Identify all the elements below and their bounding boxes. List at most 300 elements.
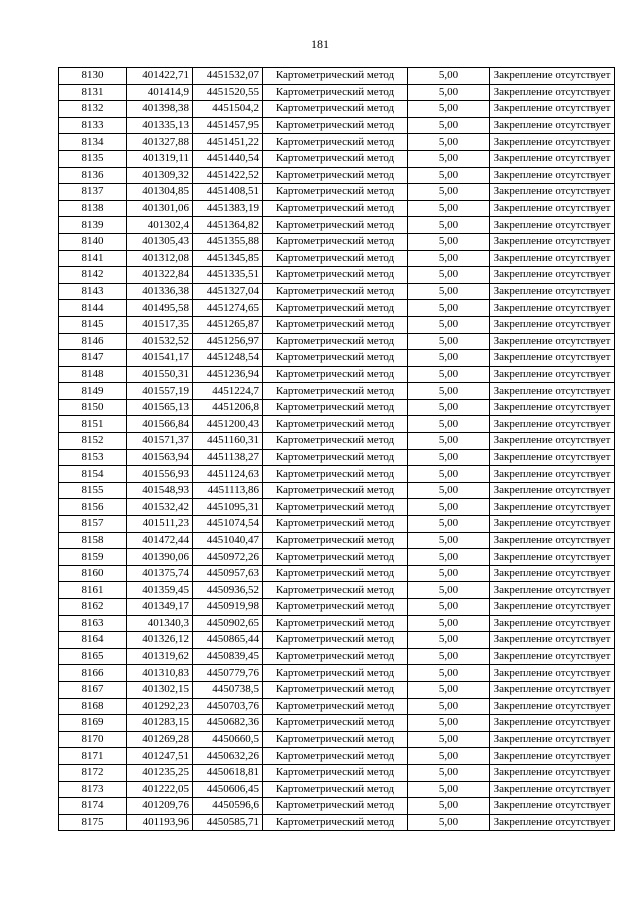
table-row (59, 532, 615, 549)
error-cell: 5,00 (408, 433, 490, 450)
x-coordinate-cell: 401398,38 (127, 101, 193, 118)
y-coordinate-cell: 4451532,07 (193, 68, 263, 85)
fixing-cell: Закрепление отсутствует (490, 167, 615, 184)
method-cell: Картометрический метод (263, 516, 408, 533)
method-cell: Картометрический метод (263, 532, 408, 549)
y-coordinate-cell: 4451236,94 (193, 366, 263, 383)
method-cell: Картометрический метод (263, 632, 408, 649)
point-number-cell: 8141 (59, 250, 127, 267)
method-cell: Картометрический метод (263, 399, 408, 416)
point-number-cell: 8162 (59, 599, 127, 616)
fixing-cell: Закрепление отсутствует (490, 599, 615, 616)
fixing-cell: Закрепление отсутствует (490, 267, 615, 284)
point-number-cell: 8163 (59, 615, 127, 632)
method-cell: Картометрический метод (263, 350, 408, 367)
y-coordinate-cell: 4451457,95 (193, 117, 263, 134)
fixing-cell: Закрепление отсутствует (490, 499, 615, 516)
y-coordinate-cell: 4451224,7 (193, 383, 263, 400)
table-row (59, 383, 615, 400)
table-row (59, 300, 615, 317)
coordinates-table (58, 67, 615, 831)
method-cell: Картометрический метод (263, 814, 408, 831)
point-number-cell: 8136 (59, 167, 127, 184)
fixing-cell: Закрепление отсутствует (490, 283, 615, 300)
error-cell: 5,00 (408, 184, 490, 201)
fixing-cell: Закрепление отсутствует (490, 68, 615, 85)
table-row (59, 283, 615, 300)
point-number-cell: 8151 (59, 416, 127, 433)
error-cell: 5,00 (408, 665, 490, 682)
fixing-cell: Закрепление отсутствует (490, 532, 615, 549)
error-cell: 5,00 (408, 715, 490, 732)
x-coordinate-cell: 401335,13 (127, 117, 193, 134)
table-row (59, 748, 615, 765)
y-coordinate-cell: 4451265,87 (193, 316, 263, 333)
error-cell: 5,00 (408, 516, 490, 533)
y-coordinate-cell: 4451504,2 (193, 101, 263, 118)
table-row (59, 615, 615, 632)
y-coordinate-cell: 4450682,36 (193, 715, 263, 732)
y-coordinate-cell: 4450596,6 (193, 798, 263, 815)
table-row (59, 449, 615, 466)
method-cell: Картометрический метод (263, 267, 408, 284)
method-cell: Картометрический метод (263, 798, 408, 815)
error-cell: 5,00 (408, 482, 490, 499)
fixing-cell: Закрепление отсутствует (490, 482, 615, 499)
x-coordinate-cell: 401557,19 (127, 383, 193, 400)
table-row (59, 350, 615, 367)
table-row (59, 184, 615, 201)
error-cell: 5,00 (408, 681, 490, 698)
x-coordinate-cell: 401359,45 (127, 582, 193, 599)
fixing-cell: Закрепление отсутствует (490, 350, 615, 367)
fixing-cell: Закрепление отсутствует (490, 134, 615, 151)
x-coordinate-cell: 401310,83 (127, 665, 193, 682)
x-coordinate-cell: 401235,25 (127, 764, 193, 781)
error-cell: 5,00 (408, 300, 490, 317)
fixing-cell: Закрепление отсутствует (490, 366, 615, 383)
point-number-cell: 8164 (59, 632, 127, 649)
error-cell: 5,00 (408, 781, 490, 798)
point-number-cell: 8144 (59, 300, 127, 317)
error-cell: 5,00 (408, 449, 490, 466)
x-coordinate-cell: 401550,31 (127, 366, 193, 383)
table-row (59, 648, 615, 665)
x-coordinate-cell: 401532,42 (127, 499, 193, 516)
method-cell: Картометрический метод (263, 250, 408, 267)
error-cell: 5,00 (408, 798, 490, 815)
fixing-cell: Закрепление отсутствует (490, 449, 615, 466)
fixing-cell: Закрепление отсутствует (490, 416, 615, 433)
point-number-cell: 8170 (59, 731, 127, 748)
point-number-cell: 8145 (59, 316, 127, 333)
method-cell: Картометрический метод (263, 184, 408, 201)
fixing-cell: Закрепление отсутствует (490, 615, 615, 632)
error-cell: 5,00 (408, 731, 490, 748)
table-row (59, 582, 615, 599)
x-coordinate-cell: 401472,44 (127, 532, 193, 549)
error-cell: 5,00 (408, 84, 490, 101)
point-number-cell: 8168 (59, 698, 127, 715)
table-row (59, 681, 615, 698)
point-number-cell: 8130 (59, 68, 127, 85)
table-row (59, 814, 615, 831)
x-coordinate-cell: 401422,71 (127, 68, 193, 85)
y-coordinate-cell: 4451408,51 (193, 184, 263, 201)
fixing-cell: Закрепление отсутствует (490, 399, 615, 416)
method-cell: Картометрический метод (263, 316, 408, 333)
error-cell: 5,00 (408, 283, 490, 300)
method-cell: Картометрический метод (263, 84, 408, 101)
x-coordinate-cell: 401336,38 (127, 283, 193, 300)
y-coordinate-cell: 4450865,44 (193, 632, 263, 649)
table-row (59, 416, 615, 433)
fixing-cell: Закрепление отсутствует (490, 648, 615, 665)
method-cell: Картометрический метод (263, 134, 408, 151)
x-coordinate-cell: 401302,4 (127, 217, 193, 234)
point-number-cell: 8172 (59, 764, 127, 781)
point-number-cell: 8153 (59, 449, 127, 466)
table-row (59, 316, 615, 333)
x-coordinate-cell: 401532,52 (127, 333, 193, 350)
method-cell: Картометрический метод (263, 283, 408, 300)
x-coordinate-cell: 401247,51 (127, 748, 193, 765)
y-coordinate-cell: 4451160,31 (193, 433, 263, 450)
fixing-cell: Закрепление отсутствует (490, 184, 615, 201)
page-number: 181 (311, 37, 329, 51)
y-coordinate-cell: 4451327,04 (193, 283, 263, 300)
error-cell: 5,00 (408, 764, 490, 781)
method-cell: Картометрический метод (263, 217, 408, 234)
point-number-cell: 8147 (59, 350, 127, 367)
fixing-cell: Закрепление отсутствует (490, 233, 615, 250)
error-cell: 5,00 (408, 250, 490, 267)
point-number-cell: 8143 (59, 283, 127, 300)
fixing-cell: Закрепление отсутствует (490, 150, 615, 167)
table-row (59, 565, 615, 582)
x-coordinate-cell: 401309,32 (127, 167, 193, 184)
fixing-cell: Закрепление отсутствует (490, 516, 615, 533)
method-cell: Картометрический метод (263, 499, 408, 516)
table-row (59, 764, 615, 781)
method-cell: Картометрический метод (263, 482, 408, 499)
y-coordinate-cell: 4450779,76 (193, 665, 263, 682)
y-coordinate-cell: 4450618,81 (193, 764, 263, 781)
method-cell: Картометрический метод (263, 233, 408, 250)
method-cell: Картометрический метод (263, 383, 408, 400)
y-coordinate-cell: 4450957,63 (193, 565, 263, 582)
y-coordinate-cell: 4451206,8 (193, 399, 263, 416)
x-coordinate-cell: 401511,23 (127, 516, 193, 533)
x-coordinate-cell: 401269,28 (127, 731, 193, 748)
method-cell: Картометрический метод (263, 615, 408, 632)
method-cell: Картометрический метод (263, 648, 408, 665)
error-cell: 5,00 (408, 101, 490, 118)
fixing-cell: Закрепление отсутствует (490, 549, 615, 566)
fixing-cell: Закрепление отсутствует (490, 814, 615, 831)
fixing-cell: Закрепление отсутствует (490, 715, 615, 732)
table-row (59, 499, 615, 516)
x-coordinate-cell: 401541,17 (127, 350, 193, 367)
x-coordinate-cell: 401322,84 (127, 267, 193, 284)
point-number-cell: 8139 (59, 217, 127, 234)
method-cell: Картометрический метод (263, 565, 408, 582)
point-number-cell: 8140 (59, 233, 127, 250)
x-coordinate-cell: 401566,84 (127, 416, 193, 433)
fixing-cell: Закрепление отсутствует (490, 681, 615, 698)
point-number-cell: 8148 (59, 366, 127, 383)
x-coordinate-cell: 401292,23 (127, 698, 193, 715)
y-coordinate-cell: 4451074,54 (193, 516, 263, 533)
error-cell: 5,00 (408, 698, 490, 715)
table-row (59, 781, 615, 798)
error-cell: 5,00 (408, 466, 490, 483)
x-coordinate-cell: 401517,35 (127, 316, 193, 333)
y-coordinate-cell: 4450919,98 (193, 599, 263, 616)
method-cell: Картометрический метод (263, 333, 408, 350)
table-row (59, 549, 615, 566)
fixing-cell: Закрепление отсутствует (490, 466, 615, 483)
table-row (59, 399, 615, 416)
x-coordinate-cell: 401301,06 (127, 200, 193, 217)
x-coordinate-cell: 401565,13 (127, 399, 193, 416)
x-coordinate-cell: 401349,17 (127, 599, 193, 616)
table-row (59, 798, 615, 815)
y-coordinate-cell: 4451138,27 (193, 449, 263, 466)
point-number-cell: 8155 (59, 482, 127, 499)
fixing-cell: Закрепление отсутствует (490, 582, 615, 599)
point-number-cell: 8142 (59, 267, 127, 284)
method-cell: Картометрический метод (263, 101, 408, 118)
x-coordinate-cell: 401319,11 (127, 150, 193, 167)
table-row (59, 84, 615, 101)
method-cell: Картометрический метод (263, 433, 408, 450)
x-coordinate-cell: 401304,85 (127, 184, 193, 201)
point-number-cell: 8133 (59, 117, 127, 134)
table-row (59, 267, 615, 284)
x-coordinate-cell: 401563,94 (127, 449, 193, 466)
table-row (59, 665, 615, 682)
error-cell: 5,00 (408, 366, 490, 383)
x-coordinate-cell: 401193,96 (127, 814, 193, 831)
fixing-cell: Закрепление отсутствует (490, 316, 615, 333)
fixing-cell: Закрепление отсутствует (490, 101, 615, 118)
x-coordinate-cell: 401548,93 (127, 482, 193, 499)
point-number-cell: 8152 (59, 433, 127, 450)
method-cell: Картометрический метод (263, 731, 408, 748)
x-coordinate-cell: 401571,37 (127, 433, 193, 450)
fixing-cell: Закрепление отсутствует (490, 383, 615, 400)
error-cell: 5,00 (408, 648, 490, 665)
table-row (59, 698, 615, 715)
method-cell: Картометрический метод (263, 748, 408, 765)
method-cell: Картометрический метод (263, 665, 408, 682)
table-row (59, 433, 615, 450)
point-number-cell: 8158 (59, 532, 127, 549)
y-coordinate-cell: 4451248,54 (193, 350, 263, 367)
fixing-cell: Закрепление отсутствует (490, 250, 615, 267)
fixing-cell: Закрепление отсутствует (490, 200, 615, 217)
y-coordinate-cell: 4451422,52 (193, 167, 263, 184)
error-cell: 5,00 (408, 267, 490, 284)
y-coordinate-cell: 4450738,5 (193, 681, 263, 698)
fixing-cell: Закрепление отсутствует (490, 300, 615, 317)
fixing-cell: Закрепление отсутствует (490, 781, 615, 798)
x-coordinate-cell: 401302,15 (127, 681, 193, 698)
method-cell: Картометрический метод (263, 68, 408, 85)
error-cell: 5,00 (408, 615, 490, 632)
error-cell: 5,00 (408, 565, 490, 582)
x-coordinate-cell: 401390,06 (127, 549, 193, 566)
point-number-cell: 8174 (59, 798, 127, 815)
y-coordinate-cell: 4450972,26 (193, 549, 263, 566)
fixing-cell: Закрепление отсутствует (490, 731, 615, 748)
y-coordinate-cell: 4450902,65 (193, 615, 263, 632)
table-row (59, 516, 615, 533)
fixing-cell: Закрепление отсутствует (490, 748, 615, 765)
y-coordinate-cell: 4451451,22 (193, 134, 263, 151)
y-coordinate-cell: 4450585,71 (193, 814, 263, 831)
table-row (59, 333, 615, 350)
y-coordinate-cell: 4451200,43 (193, 416, 263, 433)
y-coordinate-cell: 4451364,82 (193, 217, 263, 234)
table-row (59, 150, 615, 167)
error-cell: 5,00 (408, 217, 490, 234)
table-row (59, 233, 615, 250)
error-cell: 5,00 (408, 134, 490, 151)
x-coordinate-cell: 401414,9 (127, 84, 193, 101)
method-cell: Картометрический метод (263, 117, 408, 134)
fixing-cell: Закрепление отсутствует (490, 565, 615, 582)
table-row (59, 134, 615, 151)
error-cell: 5,00 (408, 582, 490, 599)
error-cell: 5,00 (408, 200, 490, 217)
y-coordinate-cell: 4450606,45 (193, 781, 263, 798)
x-coordinate-cell: 401312,08 (127, 250, 193, 267)
x-coordinate-cell: 401375,74 (127, 565, 193, 582)
error-cell: 5,00 (408, 399, 490, 416)
fixing-cell: Закрепление отсутствует (490, 665, 615, 682)
table-row (59, 632, 615, 649)
table-row (59, 200, 615, 217)
method-cell: Картометрический метод (263, 416, 408, 433)
table-row (59, 250, 615, 267)
y-coordinate-cell: 4451095,31 (193, 499, 263, 516)
error-cell: 5,00 (408, 316, 490, 333)
point-number-cell: 8171 (59, 748, 127, 765)
error-cell: 5,00 (408, 599, 490, 616)
point-number-cell: 8154 (59, 466, 127, 483)
fixing-cell: Закрепление отсутствует (490, 84, 615, 101)
table-row (59, 167, 615, 184)
point-number-cell: 8166 (59, 665, 127, 682)
y-coordinate-cell: 4451520,55 (193, 84, 263, 101)
table-row (59, 731, 615, 748)
method-cell: Картометрический метод (263, 582, 408, 599)
point-number-cell: 8146 (59, 333, 127, 350)
table-row (59, 117, 615, 134)
error-cell: 5,00 (408, 748, 490, 765)
point-number-cell: 8160 (59, 565, 127, 582)
method-cell: Картометрический метод (263, 781, 408, 798)
method-cell: Картометрический метод (263, 300, 408, 317)
point-number-cell: 8175 (59, 814, 127, 831)
error-cell: 5,00 (408, 814, 490, 831)
y-coordinate-cell: 4451256,97 (193, 333, 263, 350)
point-number-cell: 8131 (59, 84, 127, 101)
error-cell: 5,00 (408, 68, 490, 85)
point-number-cell: 8165 (59, 648, 127, 665)
y-coordinate-cell: 4450703,76 (193, 698, 263, 715)
y-coordinate-cell: 4451335,51 (193, 267, 263, 284)
fixing-cell: Закрепление отсутствует (490, 217, 615, 234)
error-cell: 5,00 (408, 416, 490, 433)
error-cell: 5,00 (408, 499, 490, 516)
method-cell: Картометрический метод (263, 150, 408, 167)
point-number-cell: 8149 (59, 383, 127, 400)
error-cell: 5,00 (408, 233, 490, 250)
table-row (59, 599, 615, 616)
point-number-cell: 8157 (59, 516, 127, 533)
error-cell: 5,00 (408, 383, 490, 400)
y-coordinate-cell: 4451113,86 (193, 482, 263, 499)
method-cell: Картометрический метод (263, 167, 408, 184)
coordinates-table-body (59, 68, 615, 831)
x-coordinate-cell: 401340,3 (127, 615, 193, 632)
point-number-cell: 8138 (59, 200, 127, 217)
point-number-cell: 8137 (59, 184, 127, 201)
x-coordinate-cell: 401283,15 (127, 715, 193, 732)
x-coordinate-cell: 401222,05 (127, 781, 193, 798)
error-cell: 5,00 (408, 333, 490, 350)
fixing-cell: Закрепление отсутствует (490, 433, 615, 450)
table-row (59, 366, 615, 383)
point-number-cell: 8156 (59, 499, 127, 516)
x-coordinate-cell: 401556,93 (127, 466, 193, 483)
table-row (59, 715, 615, 732)
y-coordinate-cell: 4451040,47 (193, 532, 263, 549)
error-cell: 5,00 (408, 532, 490, 549)
point-number-cell: 8132 (59, 101, 127, 118)
y-coordinate-cell: 4451440,54 (193, 150, 263, 167)
point-number-cell: 8150 (59, 399, 127, 416)
point-number-cell: 8173 (59, 781, 127, 798)
error-cell: 5,00 (408, 549, 490, 566)
y-coordinate-cell: 4451274,65 (193, 300, 263, 317)
y-coordinate-cell: 4450839,45 (193, 648, 263, 665)
error-cell: 5,00 (408, 632, 490, 649)
table-row (59, 68, 615, 85)
method-cell: Картометрический метод (263, 681, 408, 698)
fixing-cell: Закрепление отсутствует (490, 632, 615, 649)
point-number-cell: 8167 (59, 681, 127, 698)
method-cell: Картометрический метод (263, 698, 408, 715)
y-coordinate-cell: 4450660,5 (193, 731, 263, 748)
method-cell: Картометрический метод (263, 764, 408, 781)
fixing-cell: Закрепление отсутствует (490, 333, 615, 350)
x-coordinate-cell: 401327,88 (127, 134, 193, 151)
y-coordinate-cell: 4451124,63 (193, 466, 263, 483)
method-cell: Картометрический метод (263, 715, 408, 732)
fixing-cell: Закрепление отсутствует (490, 698, 615, 715)
error-cell: 5,00 (408, 167, 490, 184)
x-coordinate-cell: 401495,58 (127, 300, 193, 317)
table-row (59, 482, 615, 499)
method-cell: Картометрический метод (263, 466, 408, 483)
y-coordinate-cell: 4451355,88 (193, 233, 263, 250)
method-cell: Картометрический метод (263, 366, 408, 383)
point-number-cell: 8161 (59, 582, 127, 599)
